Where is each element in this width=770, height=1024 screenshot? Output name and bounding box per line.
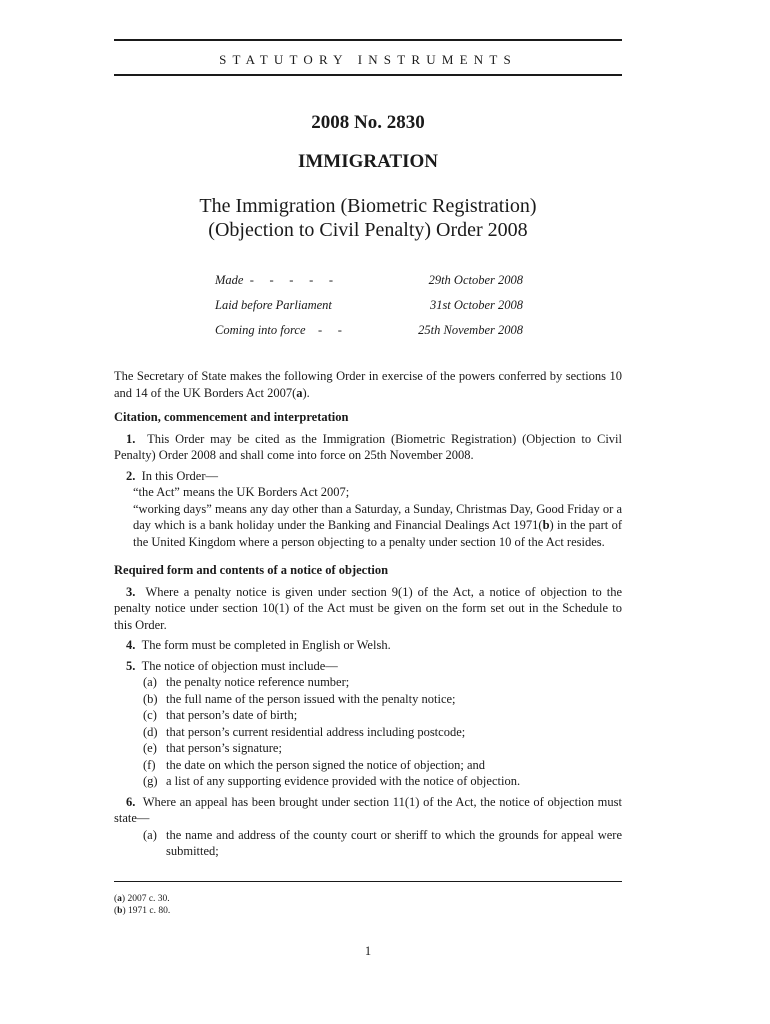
footnotes [114, 893, 622, 917]
dates-table [215, 273, 523, 348]
footnote-ref-a: a [296, 385, 303, 400]
order-title [114, 194, 622, 242]
title-line-1: The Immigration (Biometric Registration) [199, 195, 537, 217]
article-4: 4. The form must be completed in English or Welsh. [126, 638, 391, 652]
heading-form: Required form and contents of a notice of objection [114, 563, 389, 577]
preamble: The Secretary of State makes the following Order in exercise of the powers conferred by sections 10 and 14 of the UK Borders Act 2007(a). [114, 369, 622, 400]
footnote: (b) 1971 c. 80. [114, 906, 171, 916]
article-2: 2. In this Order— [126, 468, 218, 483]
date-value: 29th October 2008 [428, 273, 523, 287]
date-row-made [215, 273, 523, 298]
date-row-laid [215, 298, 523, 323]
list-item: (a) the name and address of the county court or sheriff to which the grounds for appeal were submitted; [143, 827, 622, 858]
date-value: 31st October 2008 [429, 298, 523, 312]
series-rule [114, 74, 622, 76]
list-item: (a) the penalty notice reference number; [143, 675, 350, 689]
article-5: 5. The notice of objection must include— [126, 658, 338, 673]
article-6: 6. Where an appeal has been brought under section 11(1) of the Act, the notice of objection must state— [114, 794, 622, 825]
footnote: (a) 2007 c. 30. [114, 894, 170, 904]
top-rule [114, 39, 622, 41]
page-number: 1 [364, 944, 372, 958]
definition-act: “the Act” means the UK Borders Act 2007; [133, 485, 350, 499]
order-body [114, 368, 622, 860]
definition-working-days: “working days” means any day other than a Saturday, a Sunday, Christmas Day, Good Friday or a day which is a bank holiday under the Banking and Financial Dealings Act 1971(b) in the part of the United Kingdom where a person objecting to a penalty under section 10 of the Act resides. [133, 501, 622, 549]
list-item: (f) the date on which the person signed the notice of objection; and [143, 757, 486, 772]
heading-citation: Citation, commencement and interpretation [114, 410, 349, 424]
date-label: Made - - - - - [215, 273, 334, 287]
article-3: 3. Where a penalty notice is given under section 9(1) of the Act, a notice of objection to the penalty notice under section 10(1) of the Act must be given on the form set out in the Schedule to this Order. [114, 584, 623, 632]
date-value: 25th November 2008 [418, 323, 523, 337]
subject-heading: IMMIGRATION [297, 151, 439, 172]
list-item: (e) that person’s signature; [143, 741, 282, 755]
footnote-rule [114, 881, 622, 882]
instrument-number: 2008 No. 2830 [311, 112, 425, 133]
title-line-2: (Objection to Civil Penalty) Order 2008 [208, 219, 528, 241]
list-item: (b) the full name of the person issued with the penalty notice; [143, 691, 456, 706]
series-heading: STATUTORY INSTRUMENTS [219, 52, 517, 67]
list-item: (d) that person’s current residential address including postcode; [143, 724, 466, 739]
list-item: (g) a list of any supporting evidence provided with the notice of objection. [143, 774, 521, 788]
article-1: 1. This Order may be cited as the Immigration (Biometric Registration) (Objection to Civil Penalty) Order 2008 and shall come into force on 25th November 2008. [114, 431, 622, 462]
date-row-force [215, 323, 523, 348]
footnote-ref-b: b [542, 518, 550, 532]
date-label: Laid before Parliament [215, 298, 332, 312]
date-label: Coming into force - - [215, 323, 342, 337]
list-item: (c) that person’s date of birth; [143, 708, 298, 722]
